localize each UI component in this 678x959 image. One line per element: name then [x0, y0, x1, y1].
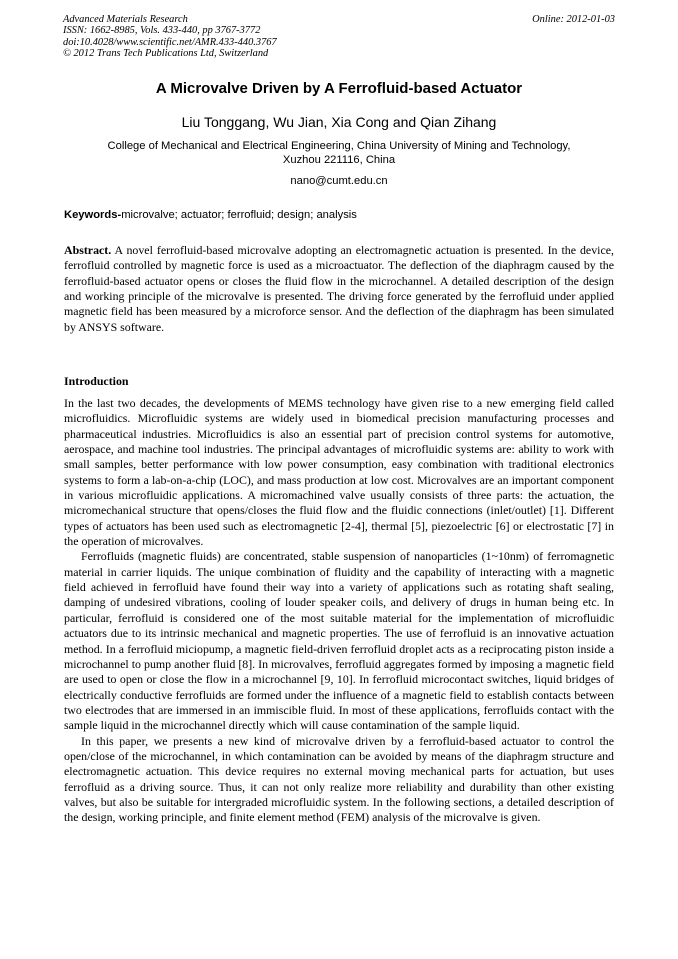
doi-line[interactable]: doi:10.4028/www.scientific.net/AMR.433-440.3767 — [63, 36, 277, 48]
issn-line: ISSN: 1662-8985, Vols. 433-440, pp 3767-3772 — [63, 25, 261, 37]
paragraph: In the last two decades, the developments of MEMS technology have given rise to a new emerging field called microfluidics. Microfluidic systems are widely used in biomedical precision manufacturing processes and pharmaceutical industries. Microfluidics is also an essential part of precision control systems for automotive, aerospace, and machine tool industries. The principal advantages of microfluidic systems are: ability to work with small samples, better performance with low power consumption, easy combination with traditional electronics systems to form a lab-on-a-chip (LOC), and mass production at low cost. Microvalves are an important component in various microfluidic applications. A micromachined valve usually consists of three parts: the actuation, the micromechanical structure that opens/closes the fluid flow and the fluidic connections (inlet/outlet) [1]. Different types of actuators has been used such as electromagnetic [2-4], thermal [5], piezoelectric [6] or electrostatic [7] in the operation of microvalves. — [64, 396, 614, 549]
paper-title: A Microvalve Driven by A Ferrofluid-based Actuator — [155, 80, 523, 97]
abstract-text: A novel ferrofluid-based microvalve adopting an electromagnetic actuation is presented. In the device, ferrofluid controlled by magnetic force is used as a microactuator. The deflection of the diaphragm caused by the ferrofluid-based actuator opens or closes the fluid flow in the microchannel. A detailed description of the design and working principle of the microvalve is presented. The driving force generated by the ferrofluid under applied magnetic field has been measured by a microforce sensor. And the deflection of the diaphragm has been simulated by ANSYS software. — [64, 243, 614, 334]
affiliation-line-1: College of Mechanical and Electrical Engineering, China University of Mining and Technology, — [107, 140, 571, 152]
affiliation-line-2: Xuzhou 221116, China — [282, 154, 396, 166]
keywords-label: Keywords- — [64, 209, 122, 221]
paragraph: Ferrofluids (magnetic fluids) are concentrated, stable suspension of nanoparticles (1~10nm) of ferromagnetic material in carrier liquids. The unique combination of fluidity and the capability of interacting with a magnetic field achieved in ferrofluid have found their way into a variety of applications such as rotating shaft sealing, damping of undesired vibrations, cooling of louder speaker coils, and delivery of drugs in human being etc. In particular, ferrofluid is considered one of the most suitable material for the implementation of microfluidic actuators due to its intrinsic mechanical and magnetic properties. The use of ferrofluid is an innovative actuation method. In a ferrofluid miciopump, a magnetic field-driven ferrofluid droplet acts as a reciprocating piston inside a microchannel to pump another fluid [8]. In microvalves, ferrofluid aggregates formed by imposing a magnetic field are used to open or close the flow in a microchannel [9, 10]. In ferrofluid microcontact switches, liquid bridges of electrically conductive ferrofluids are formed under the influence of a magnetic field to establish contacts between two electrodes that are immersed in an immiscible fluid. In most of these applications, ferrofluids contact with the sample liquid in the microchannel directly which will cause contamination of the sample liquid. — [64, 549, 614, 733]
journal-name: Advanced Materials Research — [63, 14, 188, 25]
introduction-body — [64, 396, 614, 826]
abstract-label: Abstract. — [64, 243, 112, 257]
paragraph: In this paper, we presents a new kind of microvalve driven by a ferrofluid-based actuator to control the open/close of the microchannel, in which contamination can be avoided by means of the diaphragm structure and electromagnetic actuation. This device requires no external moving mechanical parts for actuation, but uses ferrofluid as a driving source. Thus, it can not only realize more reliability and durability than other existing valves, but also be suitable for intergraded microfluidic system. In the following sections, a detailed description of the design, working principle, and finite element method (FEM) analysis of the microvalve is given. — [64, 733, 614, 825]
keywords — [64, 209, 616, 221]
keywords-text: microvalve; actuator; ferrofluid; design; analysis — [121, 209, 357, 221]
abstract — [64, 243, 614, 335]
paper-authors: Liu Tonggang, Wu Jian, Xia Cong and Qian Zihang — [181, 114, 497, 130]
author-email[interactable]: nano@cumt.edu.cn — [290, 175, 388, 187]
copyright-line: © 2012 Trans Tech Publications Ltd, Switzerland — [63, 48, 269, 60]
section-heading-introduction: Introduction — [64, 374, 129, 388]
journal-header — [63, 14, 615, 60]
online-date: Online: 2012-01-03 — [532, 14, 615, 25]
affiliation — [63, 139, 615, 167]
